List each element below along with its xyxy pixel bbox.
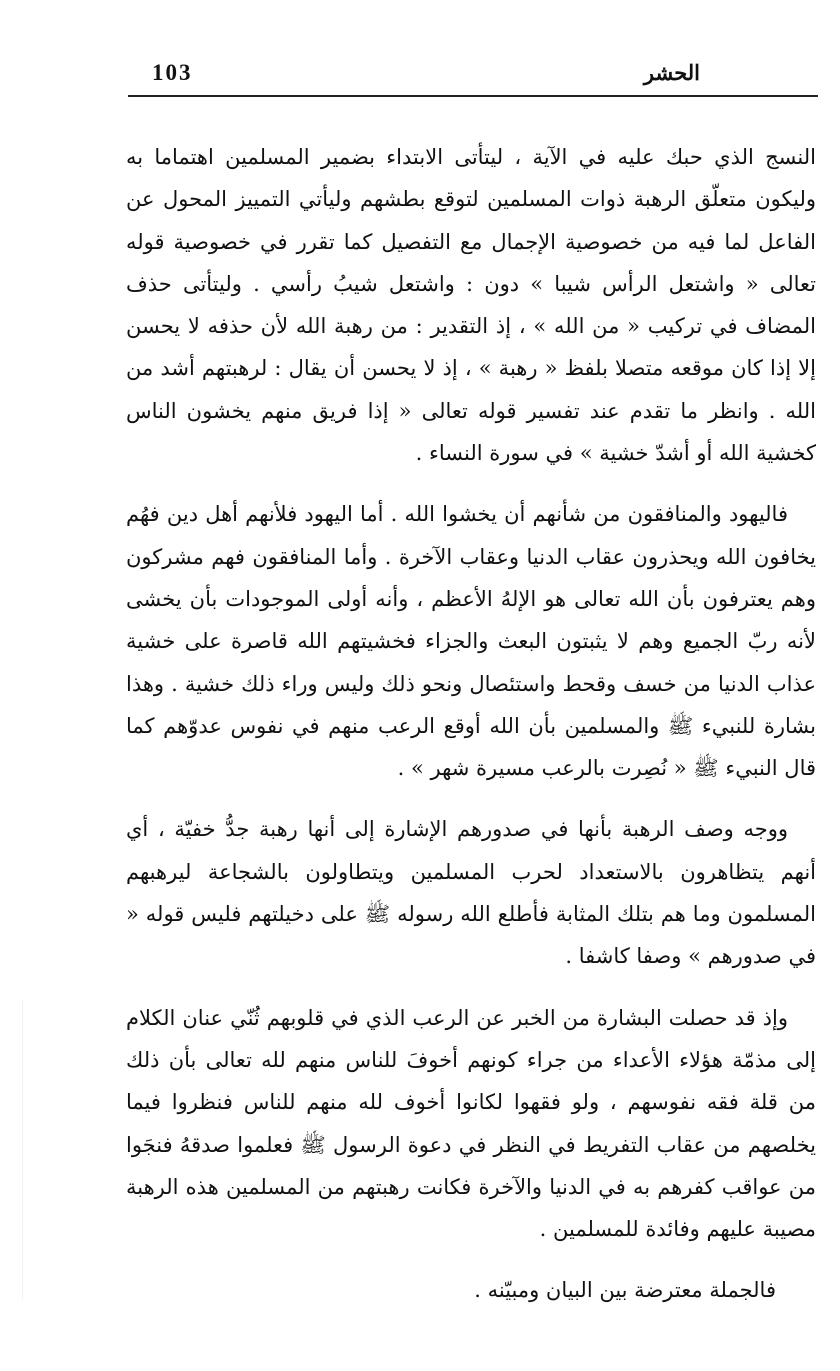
paragraph-2: فاليهود والمنافقون من شأنهم أن يخشوا الله . أما اليهود فلأنهم أهل دين فهُم يخافون الله ويحذرون عقاب الدنيا وعقاب الآخرة . وأما المنافقون فهم مشركون وهم يعترفون بأن الله تعالى هو الإلهُ الأعظم ، وأنه أولى الموجودات بأن يخشى لأنه ربّ الجميع وهم لا يثبتون البعث والجزاء فخشيتهم الله قاصرة على خشية عذاب الدنيا من خسف وقحط واستئصال ونحو ذلك وليس وراء ذلك خشية . وهذا بشارة للنبيء ﷺ والمسلمين بأن الله أوقع الرعب منهم في نفوس عدوّهم كما قال النبيء ﷺ « نُصِرت بالرعب مسيرة شهر » . <box>126 502 816 781</box>
page-body <box>126 136 816 1312</box>
paragraph-5: فالجملة معترضة بين البيان ومبيّنه . <box>474 1278 776 1303</box>
page-header <box>128 54 818 98</box>
running-title: الحشر <box>643 60 700 85</box>
paragraph-3: ووجه وصف الرهبة بأنها في صدورهم الإشارة إلى أنها رهبة جدُّ خفيّة ، أي أنهم يتظاهرون بالاستعداد لحرب المسلمين ويتطاولون بالشجاعة ليرهبهم المسلمون وما هم بتلك المثابة فأطلع الله رسوله ﷺ على دخيلتهم فليس قوله « في صدورهم » وصفا كاشفا . <box>126 817 816 969</box>
paragraph-1: النسج الذي حبك عليه في الآية ، ليتأتى الابتداء بضمير المسلمين اهتماما به وليكون متعلّق الرهبة ذوات المسلمين لتوقع بطشهم وليأتي التمييز المحول عن الفاعل لما فيه من خصوصية الإجمال مع التفصيل كما تقرر في خصوصية قوله تعالى « واشتعل الرأس شيبا » دون : واشتعل شيبُ رأسي . وليتأتى حذف المضاف في تركيب « من الله » ، إذ التقدير : من رهبة الله لأن حذفه لا يحسن إلا إذا كان موقعه متصلا بلفظ « رهبة » ، إذ لا يحسن أن يقال : لرهبتهم أشد من الله . وانظر ما تقدم عند تفسير قوله تعالى « إذا فريق منهم يخشون الناس كخشية الله أو أشدّ خشية » في سورة النساء . <box>126 145 816 466</box>
page-number: 103 <box>152 60 193 85</box>
header-divider <box>128 95 818 97</box>
paragraph-4: وإذ قد حصلت البشارة من الخبر عن الرعب الذي في قلوبهم ثُنّي عنان الكلام إلى مذمّة هؤلاء الأعداء من جراء كونهم أخوفَ للناس منهم لله تعالى بأن ذلك من قلة فقه نفوسهم ، ولو فقهوا لكانوا أخوف لله منهم للناس فنظروا فيما يخلصهم من عقاب التفريط في النظر في دعوة الرسول ﷺ فعلموا صدقهُ فنجَوا من عواقب كفرهم به في الدنيا والآخرة فكانت رهبتهم من المسلمين هذه الرهبة مصيبة عليهم وفائدة للمسلمين . <box>126 1005 816 1242</box>
scan-margin-mark <box>22 1000 23 1300</box>
